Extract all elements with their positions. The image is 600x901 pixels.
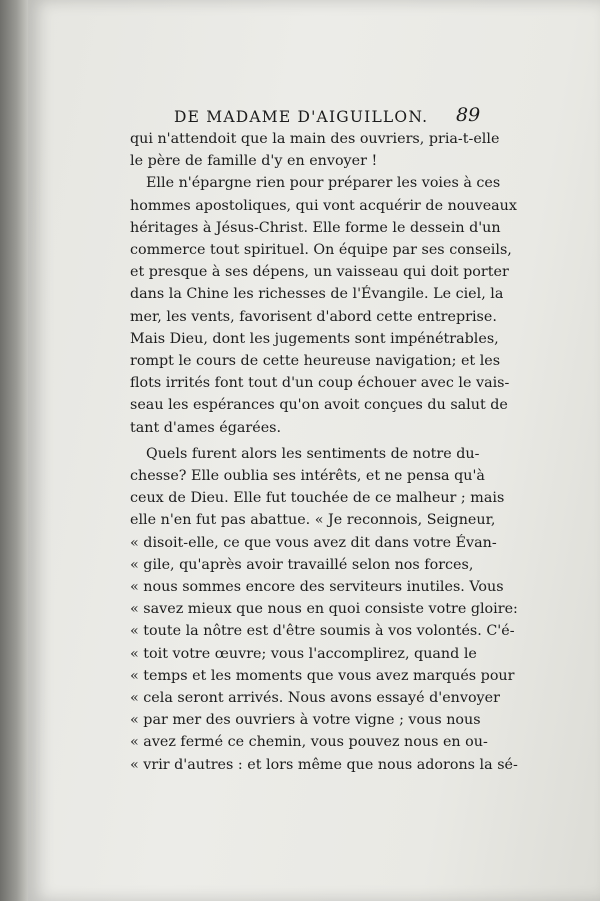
- text-line: « avez fermé ce chemin, vous pouvez nous en ou-: [130, 734, 488, 751]
- text-line: le père de famille d'y en envoyer !: [130, 153, 378, 170]
- text-line: seau les espérances qu'on avoit conçues du salut de: [130, 397, 508, 414]
- paragraph: [130, 443, 518, 776]
- text-line: « savez mieux que nous en quoi consiste votre gloire:: [130, 601, 518, 618]
- text-line: « nous sommes encore des serviteurs inutiles. Vous: [130, 579, 504, 596]
- text-line: commerce tout spirituel. On équipe par ses conseils,: [130, 242, 512, 259]
- text-line: « toute la nôtre est d'être soumis à vos volontés. C'é-: [130, 623, 515, 640]
- book-gutter: [0, 0, 30, 901]
- text-line: Mais Dieu, dont les jugements sont impénétrables,: [130, 330, 499, 347]
- text-line: « cela seront arrivés. Nous avons essayé d'envoyer: [130, 690, 500, 707]
- text-line: dans la Chine les richesses de l'Évangile. Le ciel, la: [130, 286, 504, 303]
- text-line: « toit votre œuvre; vous l'accomplirez, quand le: [130, 645, 477, 662]
- text-line: Quels furent alors les sentiments de notre du-: [146, 445, 480, 462]
- text-line: chesse? Elle oublia ses intérêts, et ne pensa qu'à: [130, 468, 485, 485]
- text-line: hommes apostoliques, qui vont acquérir de nouveaux: [130, 197, 517, 214]
- text-line: héritages à Jésus-Christ. Elle forme le dessein d'un: [130, 219, 501, 236]
- text-line: « temps et les moments que vous avez marqués pour: [130, 667, 515, 684]
- text-line: « disoit-elle, ce que vous avez dit dans votre Évan-: [130, 534, 497, 551]
- text-line: rompt le cours de cette heureuse navigation; et les: [130, 353, 501, 370]
- text-line: mer, les vents, favorisent d'abord cette entreprise.: [130, 308, 497, 325]
- text-line: « vrir d'autres : et lors même que nous adorons la sé-: [130, 756, 518, 773]
- paragraph: [130, 172, 517, 438]
- text-line: ceux de Dieu. Elle fut touchée de ce malheur ; mais: [130, 490, 505, 507]
- text-line: « par mer des ouvriers à votre vigne ; vous nous: [130, 712, 481, 729]
- text-line: « gile, qu'après avoir travaillé selon nos forces,: [130, 556, 474, 573]
- text-line: Elle n'épargne rien pour préparer les voies à ces: [146, 175, 501, 192]
- text-line: elle n'en fut pas abattue. « Je reconnois, Seigneur,: [130, 512, 496, 529]
- text-line: flots irrités font tout d'un coup échouer avec le vais-: [130, 375, 510, 392]
- text-line: tant d'ames égarées.: [130, 419, 282, 436]
- body-text: [130, 128, 518, 776]
- page-number: 89: [456, 104, 481, 126]
- text-line: qui n'attendoit que la main des ouvriers, pria-t-elle: [130, 131, 500, 147]
- text-line: et presque à ses dépens, un vaisseau qui doit porter: [130, 264, 509, 281]
- running-title: DE MADAME D'AIGUILLON.: [174, 108, 429, 126]
- paragraph: [130, 128, 502, 172]
